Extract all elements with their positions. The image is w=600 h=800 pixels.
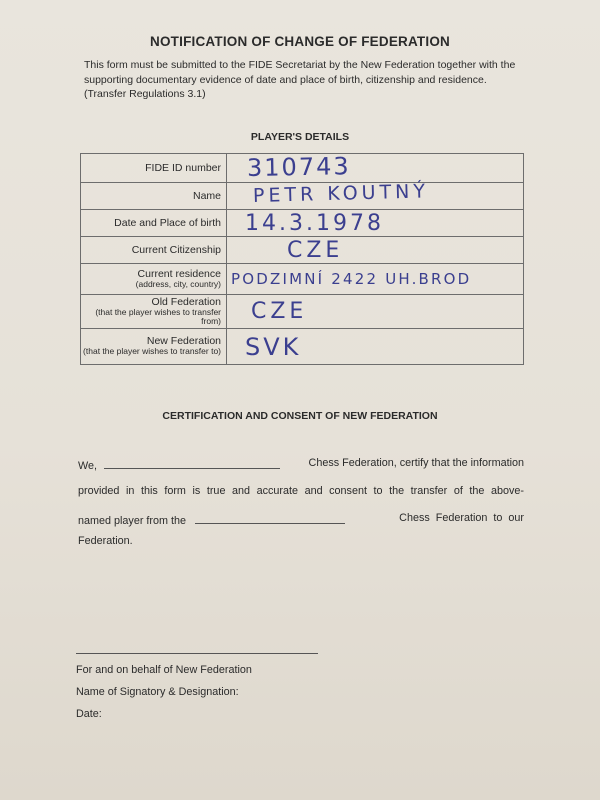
table-row <box>81 295 524 329</box>
row-value <box>227 264 524 295</box>
birth-value: 14.3.1978 <box>245 210 384 236</box>
table-row <box>81 329 524 365</box>
table-row <box>81 264 524 295</box>
label-sub: (that the player wishes to transfer to) <box>83 346 221 357</box>
label-text: Name <box>192 189 221 202</box>
to-our-text: Chess Federation to our <box>399 512 524 524</box>
row-label <box>81 237 227 264</box>
certify-text: Chess Federation, certify that the information <box>308 457 524 469</box>
table-row <box>81 237 524 264</box>
players-details-heading: PLAYER'S DETAILS <box>250 131 350 143</box>
row-value <box>227 154 524 183</box>
label-text: Current residence <box>137 267 221 280</box>
new-federation-value: SVK <box>245 332 302 361</box>
federation-name-blank[interactable] <box>104 457 280 469</box>
label-text: Date and Place of birth <box>114 216 221 229</box>
form-intro: This form must be submitted to the FIDE Secretariat by the New Federation together with the supporting documentary evidence of date and place of birth, citizenship and residence. (Transfer Regulations 3.1) <box>84 59 516 100</box>
on-behalf-text: For and on behalf of New Federation <box>76 664 252 676</box>
old-federation-blank[interactable] <box>195 512 345 524</box>
row-label <box>81 264 227 295</box>
label-sub: (address, city, country) <box>135 278 221 289</box>
date-label: Date: <box>76 708 102 720</box>
consent-line-1 <box>78 457 524 472</box>
residence-value: PODZIMNÍ 2422 UH.BROD <box>231 269 472 288</box>
we-text: We, <box>78 460 97 472</box>
table-row <box>81 210 524 237</box>
row-value <box>227 210 524 237</box>
certification-heading: CERTIFICATION AND CONSENT OF NEW FEDERATION <box>162 410 438 422</box>
label-text: New Federation <box>146 335 221 348</box>
row-value <box>227 295 524 329</box>
row-label <box>81 329 227 365</box>
label-sub: (that the player wishes to transfer from) <box>95 306 221 326</box>
table-row <box>81 183 524 210</box>
form-title: NOTIFICATION OF CHANGE OF FEDERATION <box>150 34 450 49</box>
label-text: FIDE ID number <box>145 161 221 174</box>
old-federation-value: CZE <box>251 299 308 324</box>
signature-line[interactable] <box>76 653 318 654</box>
row-label <box>81 210 227 237</box>
name-value: PETR KOUTNÝ <box>252 180 430 207</box>
label-text: Current Citizenship <box>131 243 221 256</box>
row-value <box>227 329 524 365</box>
consent-line-2: provided in this form is true and accurate and consent to the transfer of the above- <box>78 485 524 497</box>
named-player-text: named player from the <box>78 515 187 527</box>
table-row <box>81 154 524 183</box>
row-value <box>227 237 524 264</box>
citizenship-value: CZE <box>287 237 344 263</box>
label-text: Old Federation <box>151 295 221 308</box>
consent-line-4: Federation. <box>78 535 133 547</box>
players-details-table <box>80 153 524 365</box>
consent-line-3 <box>78 512 524 527</box>
signatory-label: Name of Signatory & Designation: <box>76 686 239 698</box>
fide-id-value: 310743 <box>246 152 351 182</box>
row-value <box>227 180 524 210</box>
row-label <box>81 183 227 210</box>
row-label <box>81 154 227 183</box>
row-label <box>81 295 227 329</box>
